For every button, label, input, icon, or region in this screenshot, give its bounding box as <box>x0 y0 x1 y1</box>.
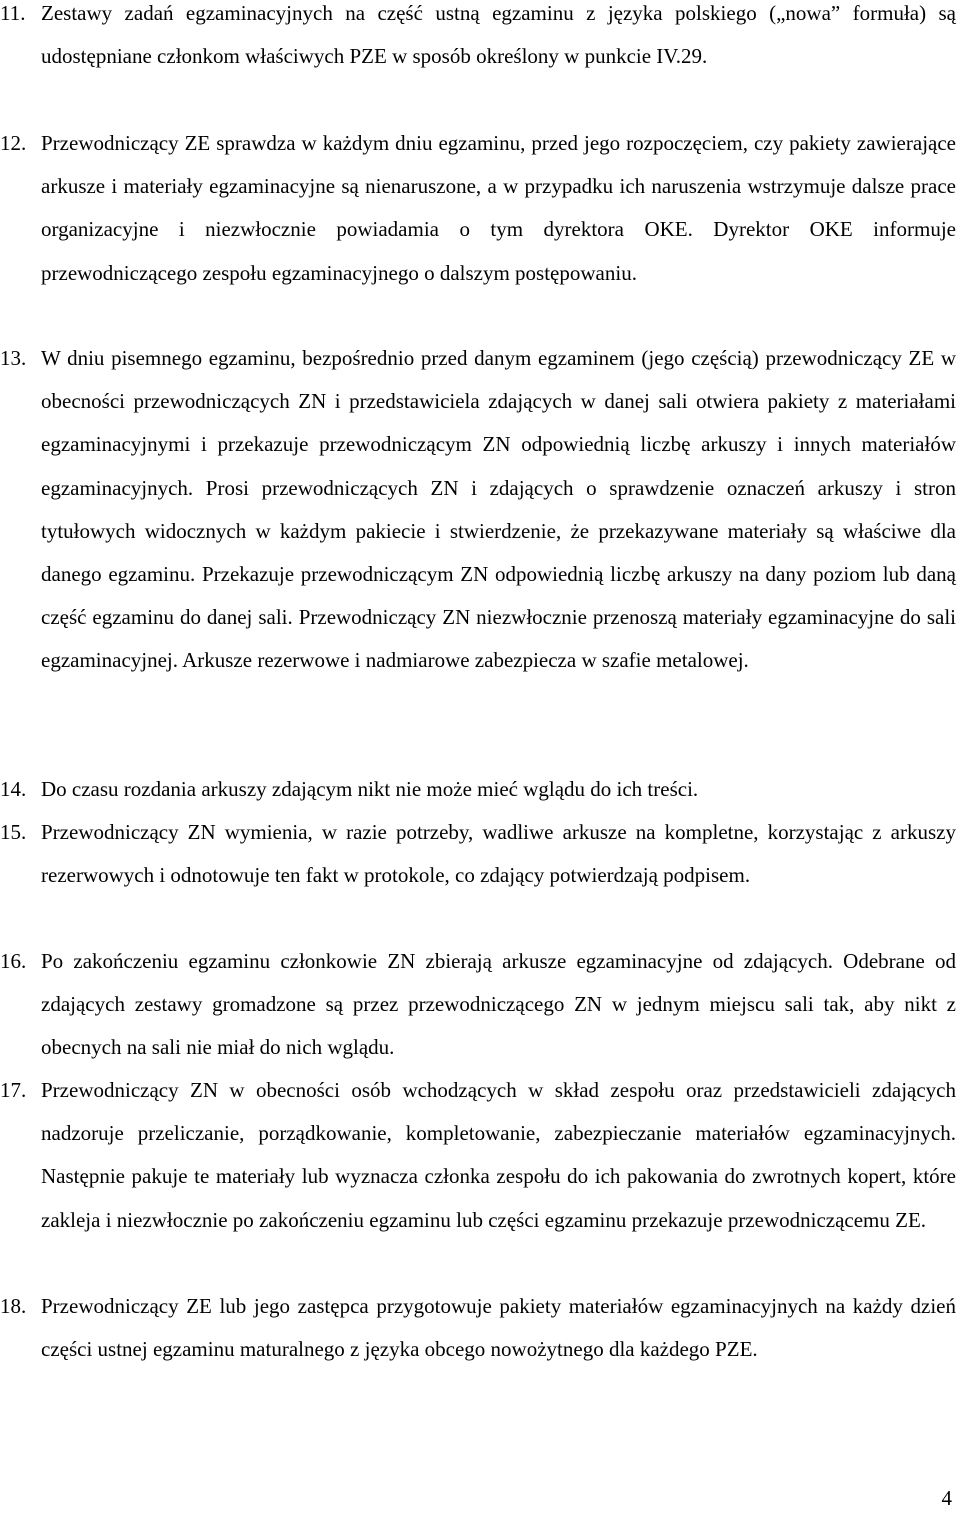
item-text: Do czasu rozdania arkuszy zdającym nikt nie może mieć wglądu do ich treści. <box>41 777 699 801</box>
item-text: Przewodniczący ZE sprawdza w każdym dniu egzaminu, przed jego rozpoczęciem, czy pakiety zawierające arkusze i materiały egzaminacyjne są nienaruszone, a w przypadku ich naruszenia wstrzymuje dalsze prace organizacyjne i niezwłocznie powiadamia o tym dyrektora OKE. Dyrektor OKE informuje przewodniczącego zespołu egzaminacyjnego o dalszym postępowaniu. <box>41 131 956 285</box>
item-text: W dniu pisemnego egzaminu, bezpośrednio przed danym egzaminem (jego częścią) przewodniczący ZE w obecności przewodniczących ZN i przedstawiciela zdających w danej sali otwiera pakiety z materiałami egzaminacyjnymi i przekazuje przewodniczącym ZN odpowiednią liczbę arkuszy i innych materiałów egzaminacyjnych. Prosi przewodniczących ZN i zdających o sprawdzenie oznaczeń arkuszy i stron tytułowych widocznych w każdym pakiecie i stwierdzenie, że przekazywane materiały są właściwe dla danego egzaminu. Przekazuje przewodniczącym ZN odpowiednią liczbę arkuszy na dany poziom lub daną część egzaminu do danej sali. Przewodniczący ZN niezwłocznie przenoszą materiały egzaminacyjne do sali egzaminacyjnej. Arkusze rezerwowe i nadmiarowe zabezpiecza w szafie metalowej. <box>41 346 956 673</box>
item-text: Przewodniczący ZN wymienia, w razie potrzeby, wadliwe arkusze na kompletne, korzystając z arkuszy rezerwowych i odnotowuje ten fakt w protokole, co zdający potwierdzają podpisem. <box>41 820 956 888</box>
item-text: Po zakończeniu egzaminu członkowie ZN zbierają arkusze egzaminacyjne od zdających. Odebrane od zdających zestawy gromadzone są przez przewodniczącego ZN w jednym miejscu sali tak, aby nikt z obecnych na sali nie miał do nich wglądu. <box>41 949 956 1060</box>
item-number: 14. <box>0 777 27 801</box>
item-number: 16. <box>0 949 27 973</box>
item-number: 18. <box>0 1294 27 1318</box>
item-number: 11. <box>0 1 26 25</box>
item-number: 17. <box>0 1078 27 1102</box>
item-text: Przewodniczący ZN w obecności osób wchodzących w skład zespołu oraz przedstawicieli zdających nadzoruje przeliczanie, porządkowanie, kompletowanie, zabezpieczanie materiałów egzaminacyjnych. Następnie pakuje te materiały lub wyznacza członka zespołu do ich pakowania do zwrotnych kopert, które zakleja i niezwłocznie po zakończeniu egzaminu lub części egzaminu przekazuje przewodniczącemu ZE. <box>41 1078 956 1232</box>
item-text: Przewodniczący ZE lub jego zastępca przygotowuje pakiety materiałów egzaminacyjnych na każdy dzień części ustnej egzaminu maturalnego z języka obcego nowożytnego dla każdego PZE. <box>41 1294 956 1362</box>
item-number: 15. <box>0 820 27 844</box>
item-number: 13. <box>0 346 27 370</box>
item-text: Zestawy zadań egzaminacyjnych na część ustną egzaminu z języka polskiego („nowa” formuła) są udostępniane członkom właściwych PZE w sposób określony w punkcie IV.29. <box>41 1 956 69</box>
item-number: 12. <box>0 131 27 155</box>
page-number: 4 <box>941 1486 952 1510</box>
